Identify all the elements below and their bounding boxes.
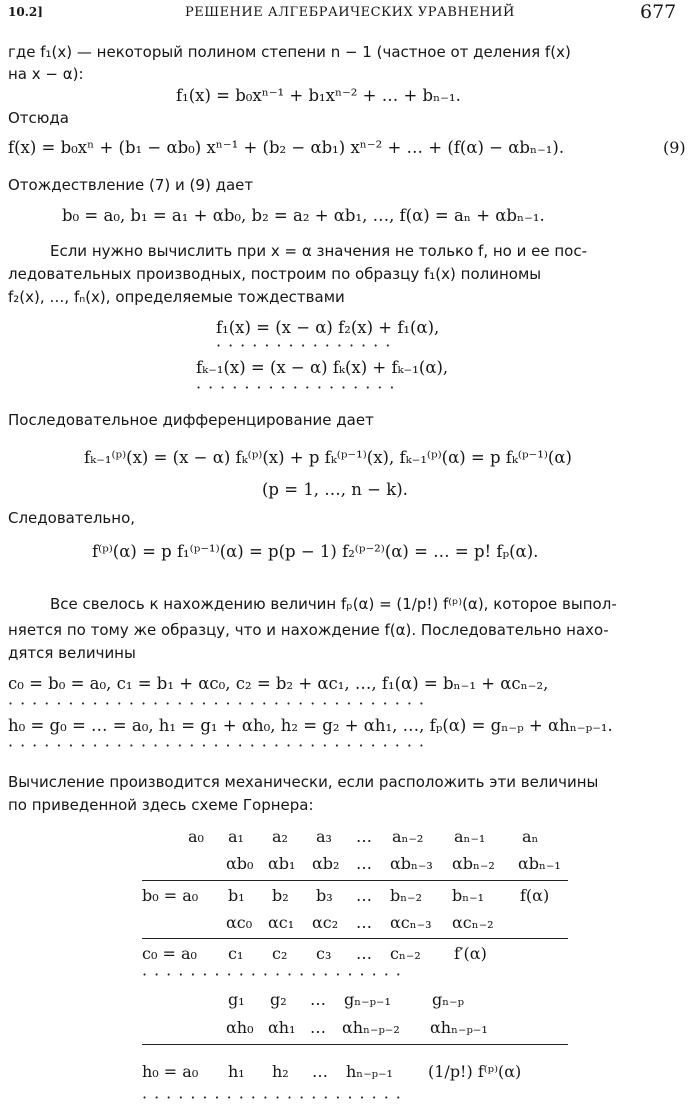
ellipsis-dots: ··································· <box>8 694 432 713</box>
horner-cell: αh₀ <box>226 1018 254 1037</box>
equation-number-9: (9) <box>663 138 686 157</box>
text-line-12: дятся величины <box>8 644 136 662</box>
equation-f1: f₁(x) = b₀xⁿ⁻¹ + b₁xⁿ⁻² + … + bₙ₋₁. <box>176 86 461 105</box>
text-line-1: где f₁(x) — некоторый полином степени n − 1 (частное от деления f(x) <box>8 43 571 61</box>
text-line-11: няется по тому же образцу, что и нахождение f(α). Последовательно нахо- <box>8 621 609 639</box>
horner-cell: … <box>356 854 372 873</box>
equation-h-values: h₀ = g₀ = … = a₀, h₁ = g₁ + αh₀, h₂ = g₂ + αh₁, …, fₚ(α) = gₙ₋ₚ + αhₙ₋ₚ₋₁. <box>8 716 613 735</box>
horner-cell: c₁ <box>228 944 244 963</box>
horner-cell: αb₁ <box>268 854 296 873</box>
horner-cell: αcₙ₋₃ <box>390 913 432 932</box>
equation-fp-alpha: f⁽ᵖ⁾(α) = p f₁⁽ᵖ⁻¹⁾(α) = p(p − 1) f₂⁽ᵖ⁻²⁾(α) = … = p! fₚ(α). <box>92 542 539 561</box>
page-number: 677 <box>640 1 677 23</box>
horner-cell: f(α) <box>520 886 550 905</box>
horner-cell: (1/p!) f⁽ᵖ⁾(α) <box>428 1062 522 1081</box>
horner-cell: αbₙ₋₁ <box>518 854 561 873</box>
equation-p-range: (p = 1, …, n − k). <box>262 480 408 499</box>
ellipsis-dots: ··············· <box>216 336 398 355</box>
horner-cell: αh₁ <box>268 1018 296 1037</box>
horner-cell: b₃ <box>316 886 333 905</box>
equation-coefficients: b₀ = a₀, b₁ = a₁ + αb₀, b₂ = a₂ + αb₁, …, f(α) = aₙ + αbₙ₋₁. <box>62 206 545 225</box>
horner-cell: a₀ <box>188 827 204 846</box>
horner-cell: bₙ₋₁ <box>452 886 485 905</box>
horner-cell: … <box>356 886 372 905</box>
section-number: 10.2] <box>8 5 43 19</box>
horner-cell: c₀ = a₀ <box>142 944 197 963</box>
horner-cell: hₙ₋ₚ₋₁ <box>346 1062 393 1081</box>
horner-cell: cₙ₋₂ <box>390 944 421 963</box>
ellipsis-dots: ······················ <box>142 1088 408 1107</box>
horner-cell: g₂ <box>270 990 287 1009</box>
horner-cell: αbₙ₋₃ <box>390 854 433 873</box>
equation-derivative: fₖ₋₁⁽ᵖ⁾(x) = (x − α) fₖ⁽ᵖ⁾(x) + p fₖ⁽ᵖ⁻¹⁾(x), fₖ₋₁⁽ᵖ⁾(α) = p fₖ⁽ᵖ⁻¹⁾(α) <box>84 448 572 467</box>
horner-cell: αhₙ₋ₚ₋₁ <box>430 1018 488 1037</box>
horner-cell: gₙ₋ₚ₋₁ <box>344 990 391 1009</box>
text-line-8: Последовательное дифференцирование дает <box>8 411 374 429</box>
ellipsis-dots: ··································· <box>8 736 432 755</box>
horner-cell: b₁ <box>228 886 245 905</box>
horner-cell: b₂ <box>272 886 289 905</box>
horner-cell: a₁ <box>228 827 244 846</box>
horner-rule <box>142 1044 568 1045</box>
horner-cell: aₙ <box>522 827 539 846</box>
text-line-3: Отсюда <box>8 109 69 127</box>
horner-cell: … <box>356 827 372 846</box>
horner-cell: αc₀ <box>226 913 253 932</box>
horner-cell: aₙ₋₂ <box>392 827 424 846</box>
horner-cell: … <box>310 1018 326 1037</box>
horner-cell: h₀ = a₀ <box>142 1062 199 1081</box>
text-line-2: на x − α): <box>8 65 84 83</box>
equation-c-values: c₀ = b₀ = a₀, c₁ = b₁ + αc₀, c₂ = b₂ + αc₁, …, f₁(α) = bₙ₋₁ + αcₙ₋₂, <box>8 674 549 693</box>
text-line-13: Вычисление производится механически, если расположить эти величины <box>8 773 599 791</box>
horner-cell: b₀ = a₀ <box>142 886 199 905</box>
horner-cell: h₂ <box>272 1062 289 1081</box>
horner-cell: αb₂ <box>312 854 340 873</box>
text-line-4: Отождествление (7) и (9) дает <box>8 176 254 194</box>
text-line-9: Следовательно, <box>8 509 136 527</box>
horner-cell: αcₙ₋₂ <box>452 913 494 932</box>
text-line-14: по приведенной здесь схеме Горнера: <box>8 796 314 814</box>
horner-cell: aₙ₋₁ <box>454 827 486 846</box>
ellipsis-dots: ················· <box>196 378 402 397</box>
equation-fx: f(x) = b₀xⁿ + (b₁ − αb₀) xⁿ⁻¹ + (b₂ − αb₁) xⁿ⁻² + … + (f(α) − αbₙ₋₁). <box>8 138 565 157</box>
equation-identity-1: f₁(x) = (x − α) f₂(x) + f₁(α), <box>216 318 440 337</box>
horner-cell: αbₙ₋₂ <box>452 854 495 873</box>
text-line-6: ледовательных производных, построим по образцу f₁(x) полиномы <box>8 265 542 283</box>
horner-cell: gₙ₋ₚ <box>432 990 465 1009</box>
equation-identity-k: fₖ₋₁(x) = (x − α) fₖ(x) + fₖ₋₁(α), <box>196 358 449 377</box>
horner-rule <box>142 938 568 939</box>
horner-cell: αhₙ₋ₚ₋₂ <box>342 1018 400 1037</box>
horner-cell: c₃ <box>316 944 332 963</box>
running-header <box>0 0 700 30</box>
horner-cell: h₁ <box>228 1062 245 1081</box>
horner-cell: … <box>356 913 372 932</box>
horner-cell: αc₁ <box>268 913 295 932</box>
horner-cell: … <box>312 1062 328 1081</box>
horner-cell: g₁ <box>228 990 245 1009</box>
horner-cell: a₃ <box>316 827 332 846</box>
horner-cell: bₙ₋₂ <box>390 886 423 905</box>
text-line-5: Если нужно вычислить при x = α значения не только f, но и ее пос- <box>50 242 588 260</box>
horner-rule <box>142 880 568 881</box>
horner-cell: … <box>310 990 326 1009</box>
horner-cell: f′(α) <box>454 944 487 963</box>
horner-cell: … <box>356 944 372 963</box>
ellipsis-dots: ······················ <box>142 965 408 984</box>
text-line-7: f₂(x), …, fₙ(x), определяемые тождествами <box>8 288 345 306</box>
horner-cell: αb₀ <box>226 854 254 873</box>
horner-cell: αc₂ <box>312 913 339 932</box>
text-line-10: Все свелось к нахождению величин fₚ(α) = (1/p!) f⁽ᵖ⁾(α), которое выпол- <box>50 595 617 613</box>
horner-cell: a₂ <box>272 827 288 846</box>
horner-cell: c₂ <box>272 944 288 963</box>
chapter-title: РЕШЕНИЕ АЛГЕБРАИЧЕСКИХ УРАВНЕНИЙ <box>185 5 515 20</box>
